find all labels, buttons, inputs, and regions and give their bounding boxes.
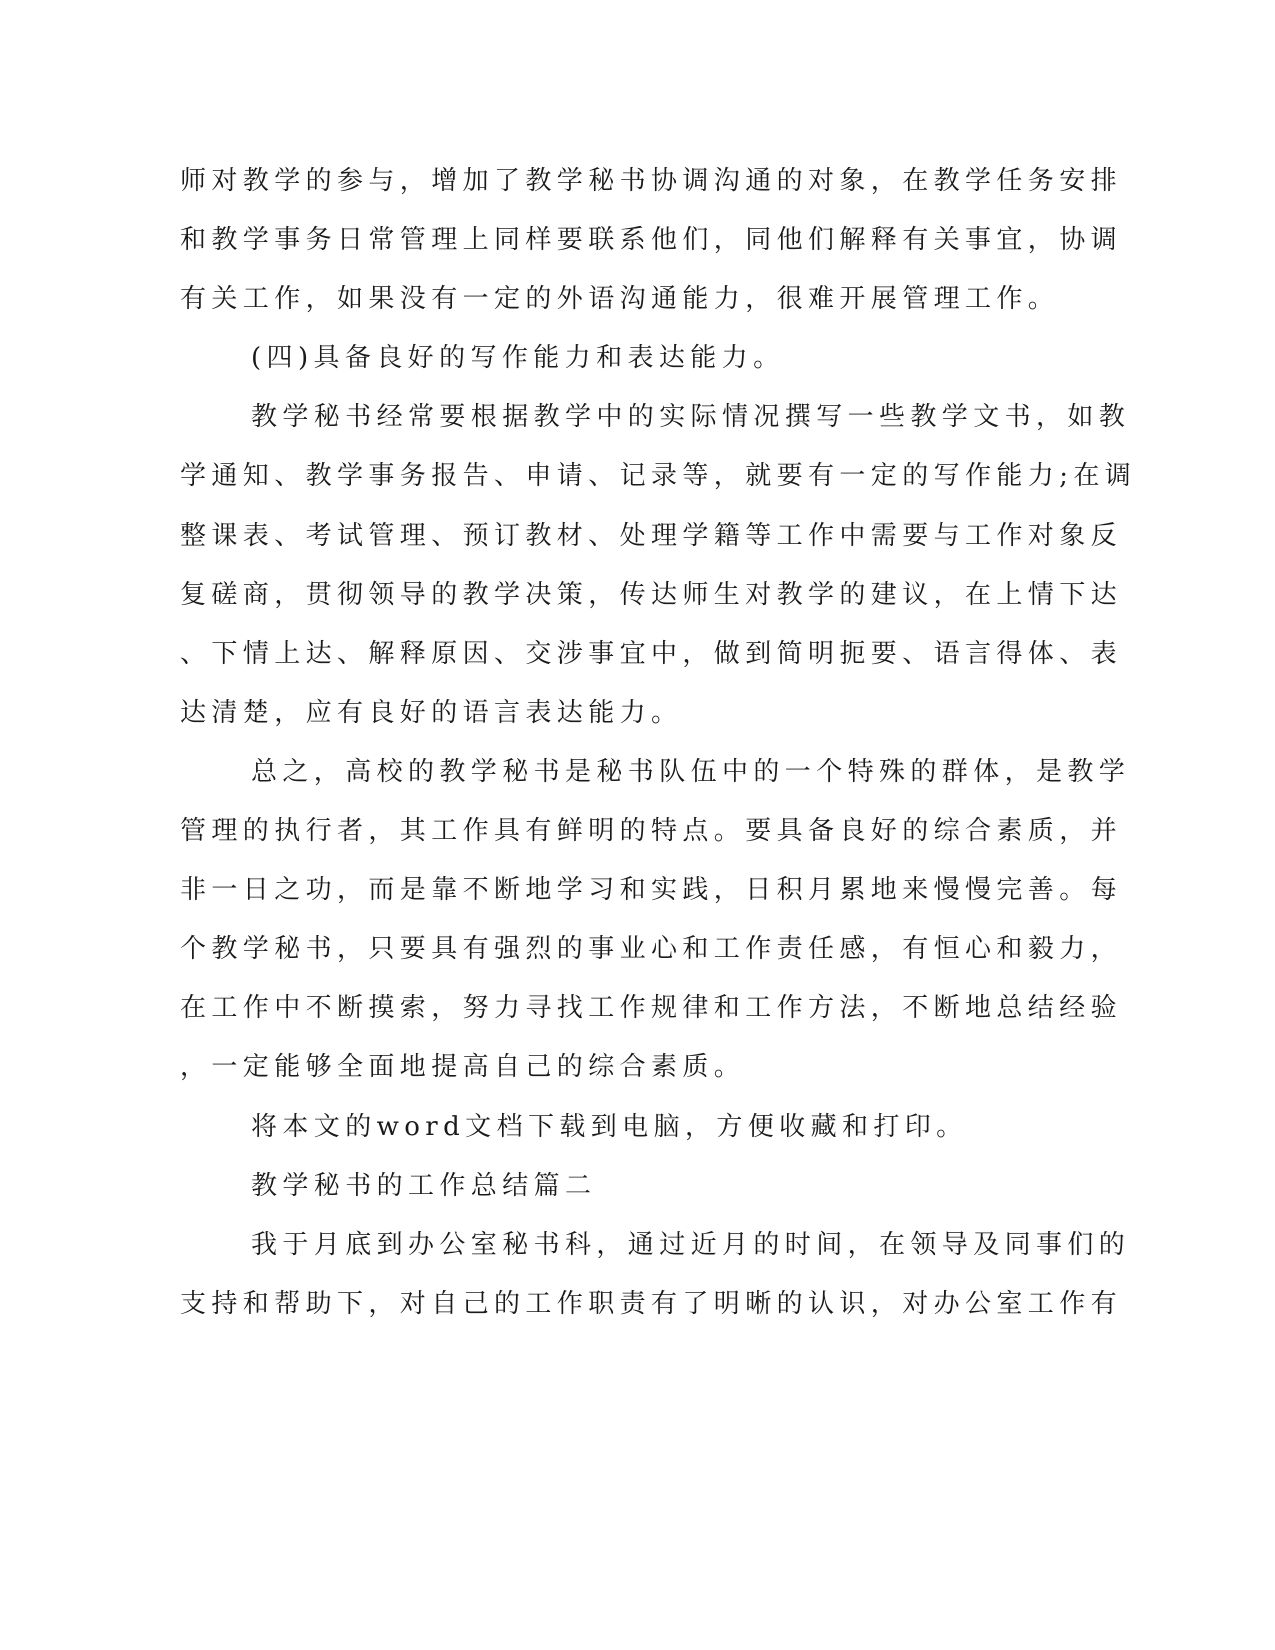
text-line: 教学秘书经常要根据教学中的实际情况撰写一些教学文书，如教	[251, 402, 1131, 433]
text-line: 非一日之功，而是靠不断地学习和实践，日积月累地来慢慢完善。每	[180, 875, 1123, 906]
text-line: 在工作中不断摸索，努力寻找工作规律和工作方法，不断地总结经验	[180, 993, 1123, 1024]
text-line: 整课表、考试管理、预订教材、处理学籍等工作中需要与工作对象反	[180, 520, 1123, 551]
document-body	[0, 158, 1275, 1340]
text-line: 达清楚，应有良好的语言表达能力。	[180, 697, 683, 728]
text-line: 有关工作，如果没有一定的外语沟通能力，很难开展管理工作。	[180, 284, 1060, 315]
text-line: 管理的执行者，其工作具有鲜明的特点。要具备良好的综合素质，并	[180, 816, 1123, 847]
text-line: 总之，高校的教学秘书是秘书队伍中的一个特殊的群体，是教学	[251, 756, 1131, 787]
text-line: 、下情上达、解释原因、交涉事宜中，做到简明扼要、语言得体、表	[180, 638, 1123, 669]
text-line: 支持和帮助下，对自己的工作职责有了明晰的认识，对办公室工作有	[180, 1288, 1123, 1319]
text-line: 和教学事务日常管理上同样要联系他们，同他们解释有关事宜，协调	[180, 225, 1123, 256]
section-heading: (四)具备良好的写作能力和表达能力。	[251, 343, 785, 374]
download-note: 将本文的word文档下载到电脑，方便收藏和打印。	[251, 1111, 968, 1142]
text-line: 我于月底到办公室秘书科，通过近月的时间，在领导及同事们的	[251, 1229, 1131, 1260]
text-line: 师对教学的参与，增加了教学秘书协调沟通的对象，在教学任务安排	[180, 166, 1123, 196]
text-line: 复磋商，贯彻领导的教学决策，传达师生对教学的建议，在上情下达	[180, 579, 1123, 610]
text-line: ，一定能够全面地提高自己的综合素质。	[180, 1052, 746, 1083]
section-title: 教学秘书的工作总结篇二	[251, 1170, 597, 1201]
text-line: 学通知、教学事务报告、申请、记录等，就要有一定的写作能力;在调	[180, 461, 1137, 492]
text-line: 个教学秘书，只要具有强烈的事业心和工作责任感，有恒心和毅力，	[180, 934, 1123, 965]
